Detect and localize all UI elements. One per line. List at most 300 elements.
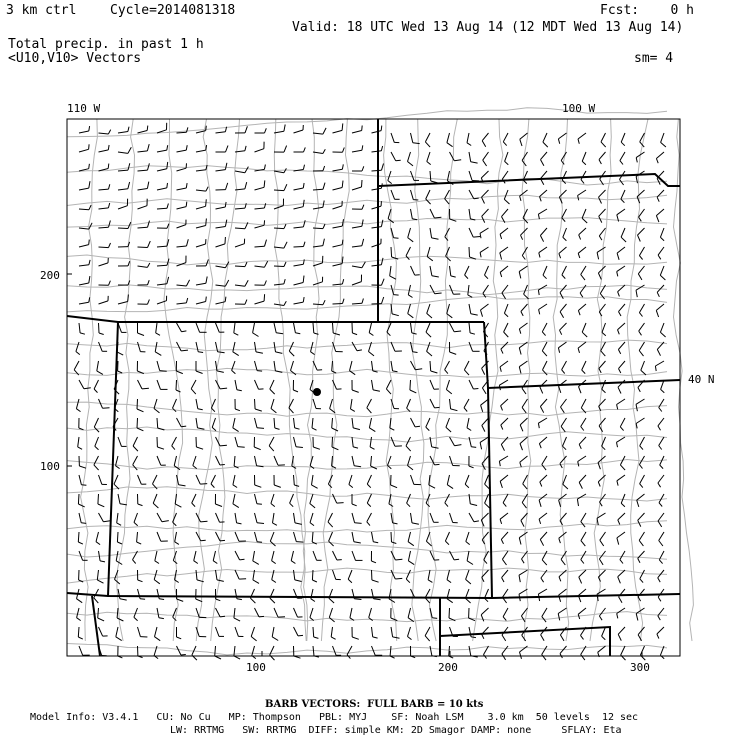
- wind-barb: [559, 589, 567, 602]
- wind-barb: [235, 380, 242, 391]
- wind-barb: [636, 418, 644, 428]
- wind-barb: [618, 513, 625, 525]
- wind-barb: [154, 399, 160, 413]
- wind-barb: [313, 128, 326, 134]
- wind-barb: [333, 181, 344, 190]
- wind-barb: [659, 494, 664, 507]
- wind-barb: [560, 323, 567, 335]
- county-line: [164, 119, 183, 641]
- wind-barb: [235, 513, 242, 524]
- wind-barb: [388, 456, 392, 469]
- wind-barb: [541, 152, 548, 166]
- wind-barb: [539, 247, 547, 258]
- wind-barb: [177, 323, 187, 332]
- wind-barb: [523, 475, 528, 489]
- wind-barb: [659, 399, 664, 412]
- wind-barb: [138, 263, 150, 267]
- wind-barb: [235, 627, 243, 637]
- wind-barb: [333, 570, 341, 580]
- wind-barb: [255, 142, 265, 152]
- wind-barb: [658, 608, 664, 620]
- wind-barb: [579, 228, 586, 240]
- wind-barb: [79, 418, 84, 430]
- wind-barb: [367, 513, 372, 526]
- wind-barb: [232, 361, 236, 374]
- wind-barb: [118, 182, 130, 190]
- wind-barb: [426, 418, 430, 431]
- wind-barb: [211, 475, 216, 488]
- wind-barb: [216, 608, 226, 617]
- wind-barb: [543, 133, 548, 147]
- wind-barb: [621, 190, 625, 203]
- wind-barb: [469, 171, 479, 181]
- wind-barb: [234, 646, 240, 659]
- wind-barb: [157, 608, 164, 619]
- wind-barb: [99, 258, 109, 266]
- wind-barb: [137, 532, 142, 544]
- wind-barb: [559, 380, 567, 393]
- wind-barb: [118, 163, 130, 171]
- wind-barb: [138, 280, 150, 285]
- wind-barb: [76, 399, 80, 412]
- wind-barb: [79, 551, 88, 560]
- wind-barb: [430, 228, 439, 239]
- county-line: [590, 119, 611, 641]
- wind-barb: [519, 361, 527, 374]
- wind-barb: [79, 164, 89, 171]
- wind-barb: [660, 456, 664, 469]
- wind-barb: [196, 187, 208, 191]
- wind-barb: [79, 475, 86, 485]
- wind-barb: [619, 304, 626, 316]
- wind-barb: [291, 551, 295, 564]
- wind-barb: [426, 323, 431, 337]
- wind-barb: [369, 608, 373, 621]
- wind-barb: [196, 342, 203, 353]
- wind-barb: [177, 342, 189, 351]
- wind-barb: [469, 304, 478, 315]
- wind-barb: [408, 228, 414, 242]
- wind-barb: [469, 228, 480, 237]
- wind-barb: [485, 266, 489, 279]
- wind-barb: [639, 456, 644, 469]
- wind-barb: [157, 361, 167, 371]
- wind-barb: [540, 399, 547, 413]
- wind-barb: [640, 646, 645, 660]
- wind-barb: [447, 475, 453, 489]
- wind-barb: [519, 323, 527, 334]
- wind-barb: [253, 551, 259, 564]
- wind-barb: [598, 646, 606, 657]
- wind-barb: [500, 475, 508, 488]
- wind-barb: [96, 532, 100, 545]
- wind-barb: [617, 209, 625, 222]
- wind-barb: [352, 239, 364, 247]
- wind-barb: [558, 608, 566, 620]
- wind-barb: [579, 437, 586, 449]
- wind-barb: [636, 171, 644, 183]
- wind-barb: [425, 133, 430, 147]
- wind-barb: [621, 133, 625, 146]
- wind-barb: [352, 627, 359, 639]
- wind-barb: [294, 220, 306, 228]
- wind-barb: [255, 608, 265, 617]
- wind-barb: [617, 608, 625, 618]
- wind-barb: [391, 152, 401, 161]
- wind-barb: [255, 380, 264, 389]
- wind-barb: [503, 494, 508, 507]
- wind-barb: [99, 221, 111, 229]
- wind-barb: [639, 304, 644, 317]
- forecast-hour: Fcst: 0 h: [600, 3, 694, 18]
- wind-barb: [114, 475, 119, 489]
- wind-barb: [600, 171, 606, 185]
- wind-barb: [579, 475, 586, 489]
- wind-barb: [138, 323, 145, 336]
- wind-barb: [640, 475, 645, 488]
- wind-barb: [482, 418, 489, 432]
- wind-barb: [329, 608, 334, 622]
- wind-barb: [157, 513, 169, 522]
- wind-barb: [502, 209, 509, 223]
- wind-barb: [450, 399, 458, 411]
- wind-barb: [539, 437, 547, 448]
- wind-barb: [138, 199, 148, 209]
- wind-barb: [255, 294, 265, 304]
- wind-barb: [411, 171, 420, 180]
- wind-barb: [79, 276, 90, 285]
- wind-barb: [118, 361, 123, 373]
- wind-barb: [521, 304, 528, 316]
- wind-barb: [658, 475, 664, 487]
- wind-barb: [426, 190, 431, 204]
- wind-barb: [500, 228, 508, 239]
- wind-barb: [78, 532, 83, 544]
- wind-barb: [447, 589, 453, 603]
- wind-barb: [352, 513, 362, 523]
- wind-barb: [371, 551, 376, 563]
- wind-barb: [274, 199, 284, 209]
- wind-barb: [156, 323, 160, 335]
- wind-barb: [620, 171, 626, 185]
- wind-barb: [255, 342, 263, 353]
- wind-barb: [234, 323, 239, 335]
- wind-barb: [138, 494, 143, 506]
- wind-barb: [138, 627, 148, 637]
- wind-barb: [94, 380, 98, 393]
- wind-barb: [560, 304, 566, 318]
- wind-barb: [175, 532, 179, 544]
- wind-barb: [542, 646, 547, 660]
- wind-barb: [138, 126, 148, 133]
- x-tick-label-300: 300: [630, 661, 650, 674]
- wind-barb: [469, 209, 475, 220]
- wind-barb: [313, 437, 320, 449]
- wind-barb: [468, 285, 472, 297]
- wind-barb: [251, 627, 256, 641]
- wind-barb: [333, 148, 345, 153]
- wind-barb: [193, 456, 197, 469]
- wind-barb: [155, 342, 161, 355]
- wind-barb: [372, 532, 379, 543]
- wind-barb: [310, 494, 315, 508]
- wind-barb: [655, 361, 664, 371]
- wind-barb: [157, 204, 168, 210]
- cycle-label: Cycle=2014081318: [110, 3, 236, 18]
- wind-barb: [153, 494, 158, 508]
- wind-barb: [372, 126, 382, 133]
- wind-barb: [233, 342, 239, 356]
- wind-barb: [406, 570, 410, 583]
- wind-barb: [333, 279, 344, 285]
- city-dot: [313, 388, 321, 396]
- wind-barb: [350, 361, 356, 375]
- wind-barb: [425, 589, 430, 603]
- wind-barb: [133, 437, 138, 451]
- wind-barb: [563, 228, 567, 241]
- wind-barb: [99, 164, 109, 171]
- wind-barb: [618, 285, 625, 296]
- wind-barb: [482, 209, 489, 223]
- wind-barb: [430, 380, 439, 389]
- wind-barb: [581, 551, 586, 564]
- wind-barb: [372, 570, 379, 582]
- wind-barb: [480, 247, 488, 257]
- wind-barb: [411, 266, 420, 275]
- county-line: [67, 195, 667, 205]
- wind-barb: [311, 589, 315, 602]
- wind-barb: [255, 399, 262, 411]
- wind-barb: [79, 205, 91, 210]
- wind-barb: [157, 123, 167, 133]
- wind-barb: [445, 532, 449, 545]
- wind-barb: [390, 418, 395, 430]
- wind-barb: [274, 184, 287, 190]
- wind-barb: [578, 190, 586, 200]
- wind-barb: [95, 437, 99, 450]
- wind-barb: [469, 342, 480, 351]
- wind-barb: [177, 202, 187, 209]
- wind-barb: [427, 247, 433, 261]
- county-line: [384, 119, 397, 641]
- wind-barb: [138, 163, 150, 171]
- wind-barb: [216, 183, 228, 190]
- wind-barb: [333, 646, 342, 655]
- wind-barb: [154, 570, 160, 584]
- wind-barb: [99, 323, 104, 335]
- county-boundaries: [67, 108, 693, 655]
- wind-barb: [620, 418, 625, 431]
- wind-barb: [99, 145, 110, 152]
- wind-barb: [99, 130, 111, 134]
- wind-barb: [538, 209, 547, 219]
- wind-barb: [216, 262, 229, 268]
- wind-barb: [500, 513, 508, 524]
- wind-barb: [658, 570, 664, 582]
- wind-barb: [254, 437, 261, 450]
- wind-barb: [294, 276, 305, 285]
- wind-barb: [599, 551, 605, 565]
- wind-barb: [660, 646, 664, 659]
- wind-barb: [617, 399, 625, 409]
- wind-barb: [213, 551, 217, 564]
- wind-barb: [274, 608, 285, 617]
- wind-barb: [196, 437, 203, 449]
- wind-barb: [519, 266, 527, 278]
- wind-barb: [99, 203, 110, 209]
- wind-barb: [505, 152, 509, 165]
- wind-barb: [621, 646, 626, 660]
- wind-barb: [660, 266, 665, 280]
- wind-barb: [540, 190, 548, 201]
- county-line: [67, 612, 667, 622]
- wind-barb: [602, 627, 606, 640]
- wind-barb: [272, 551, 276, 564]
- wind-barb: [192, 646, 197, 660]
- wind-barb: [312, 532, 317, 544]
- wind-barb: [212, 418, 216, 431]
- wind-barb: [538, 285, 547, 295]
- wind-barb: [333, 123, 343, 133]
- wind-barb: [485, 589, 489, 602]
- wind-barb: [79, 323, 85, 334]
- wind-barb: [661, 380, 665, 393]
- wind-barb: [216, 323, 225, 332]
- wind-barb: [352, 342, 362, 351]
- wind-barb: [445, 361, 450, 374]
- wind-barb: [157, 224, 169, 229]
- wind-barb: [618, 342, 625, 354]
- wind-barb: [138, 342, 146, 352]
- wind-barb: [617, 532, 625, 545]
- wind-barb: [216, 437, 227, 446]
- wind-barb: [411, 209, 418, 220]
- wind-barb: [138, 475, 147, 484]
- wind-barb: [578, 608, 586, 619]
- wind-barb: [79, 126, 90, 133]
- wind-barbs: [74, 123, 666, 660]
- wind-barb: [599, 418, 605, 432]
- wind-barb: [196, 361, 203, 374]
- wind-barb: [369, 342, 375, 356]
- x-tick-label-200: 200: [438, 661, 458, 674]
- wind-barb: [617, 437, 626, 447]
- wind-barb: [563, 475, 568, 489]
- wind-barb: [661, 133, 666, 147]
- wind-barb: [391, 513, 398, 524]
- wind-barb: [482, 133, 488, 147]
- wind-barb: [294, 437, 303, 448]
- wind-barb: [408, 532, 414, 546]
- wind-barb: [138, 589, 146, 599]
- wind-barb: [499, 456, 508, 466]
- wind-barb: [272, 627, 278, 641]
- wind-barb: [620, 456, 625, 470]
- wind-barb: [333, 240, 343, 247]
- wind-barb: [235, 399, 240, 411]
- wind-barb: [559, 494, 567, 507]
- wind-barb: [542, 323, 547, 336]
- wind-barb: [294, 147, 306, 152]
- wind-barb: [450, 285, 461, 294]
- wind-barb: [560, 513, 567, 525]
- wind-barb: [638, 513, 645, 527]
- wind-barb: [79, 240, 89, 247]
- wind-barb: [389, 589, 395, 603]
- wind-barb: [118, 199, 128, 209]
- wind-barb: [620, 551, 625, 564]
- wind-barb: [352, 380, 359, 392]
- wind-barb: [274, 456, 285, 465]
- wind-barb: [157, 418, 164, 430]
- wind-barb: [79, 260, 90, 266]
- wind-barb: [407, 399, 411, 412]
- wind-barb: [636, 399, 645, 411]
- wind-barb: [467, 551, 473, 565]
- wind-barb: [372, 380, 380, 391]
- wind-barb: [294, 418, 300, 429]
- wind-barb: [430, 171, 438, 183]
- wind-barb: [600, 494, 606, 506]
- wind-barb: [581, 399, 586, 413]
- wind-barb: [638, 228, 645, 242]
- wind-barb: [539, 513, 547, 524]
- wind-barb: [602, 380, 606, 393]
- wind-barb: [352, 275, 362, 285]
- wind-barb: [450, 323, 462, 332]
- wind-barb: [138, 380, 149, 389]
- wind-barb: [294, 125, 304, 133]
- wind-barb: [196, 277, 207, 286]
- wind-barb: [520, 437, 528, 450]
- wind-barb: [216, 280, 229, 286]
- wind-barb: [312, 418, 317, 430]
- wind-barb: [137, 418, 143, 431]
- wind-barb: [542, 608, 547, 622]
- wind-barb: [578, 304, 586, 315]
- wind-barb: [388, 171, 392, 184]
- wind-barb: [618, 627, 625, 641]
- wind-barb: [408, 551, 414, 565]
- wind-barb: [352, 299, 363, 305]
- wind-barb: [313, 166, 325, 171]
- wind-barb: [98, 494, 104, 507]
- wind-barb: [639, 532, 644, 546]
- wind-barb: [599, 209, 606, 223]
- wind-barb: [540, 228, 547, 242]
- wind-barb: [255, 456, 264, 467]
- wind-barb: [255, 261, 268, 267]
- wind-barb: [466, 532, 470, 545]
- wind-barb: [332, 437, 338, 450]
- wind-barb: [255, 128, 267, 133]
- wind-barb: [235, 437, 245, 447]
- wind-barb: [503, 589, 509, 603]
- wind-barb: [155, 551, 159, 564]
- wind-barb: [234, 608, 240, 621]
- wind-barb: [469, 513, 479, 522]
- wind-barb: [118, 323, 127, 332]
- wind-barb: [538, 418, 547, 428]
- wind-barb: [177, 280, 190, 286]
- wind-barb: [329, 532, 334, 546]
- wind-barb: [313, 361, 322, 370]
- state-line: [378, 174, 680, 186]
- wind-barb: [177, 239, 189, 247]
- wind-barb: [349, 475, 353, 488]
- wind-barb: [578, 247, 586, 258]
- wind-barb: [157, 437, 164, 449]
